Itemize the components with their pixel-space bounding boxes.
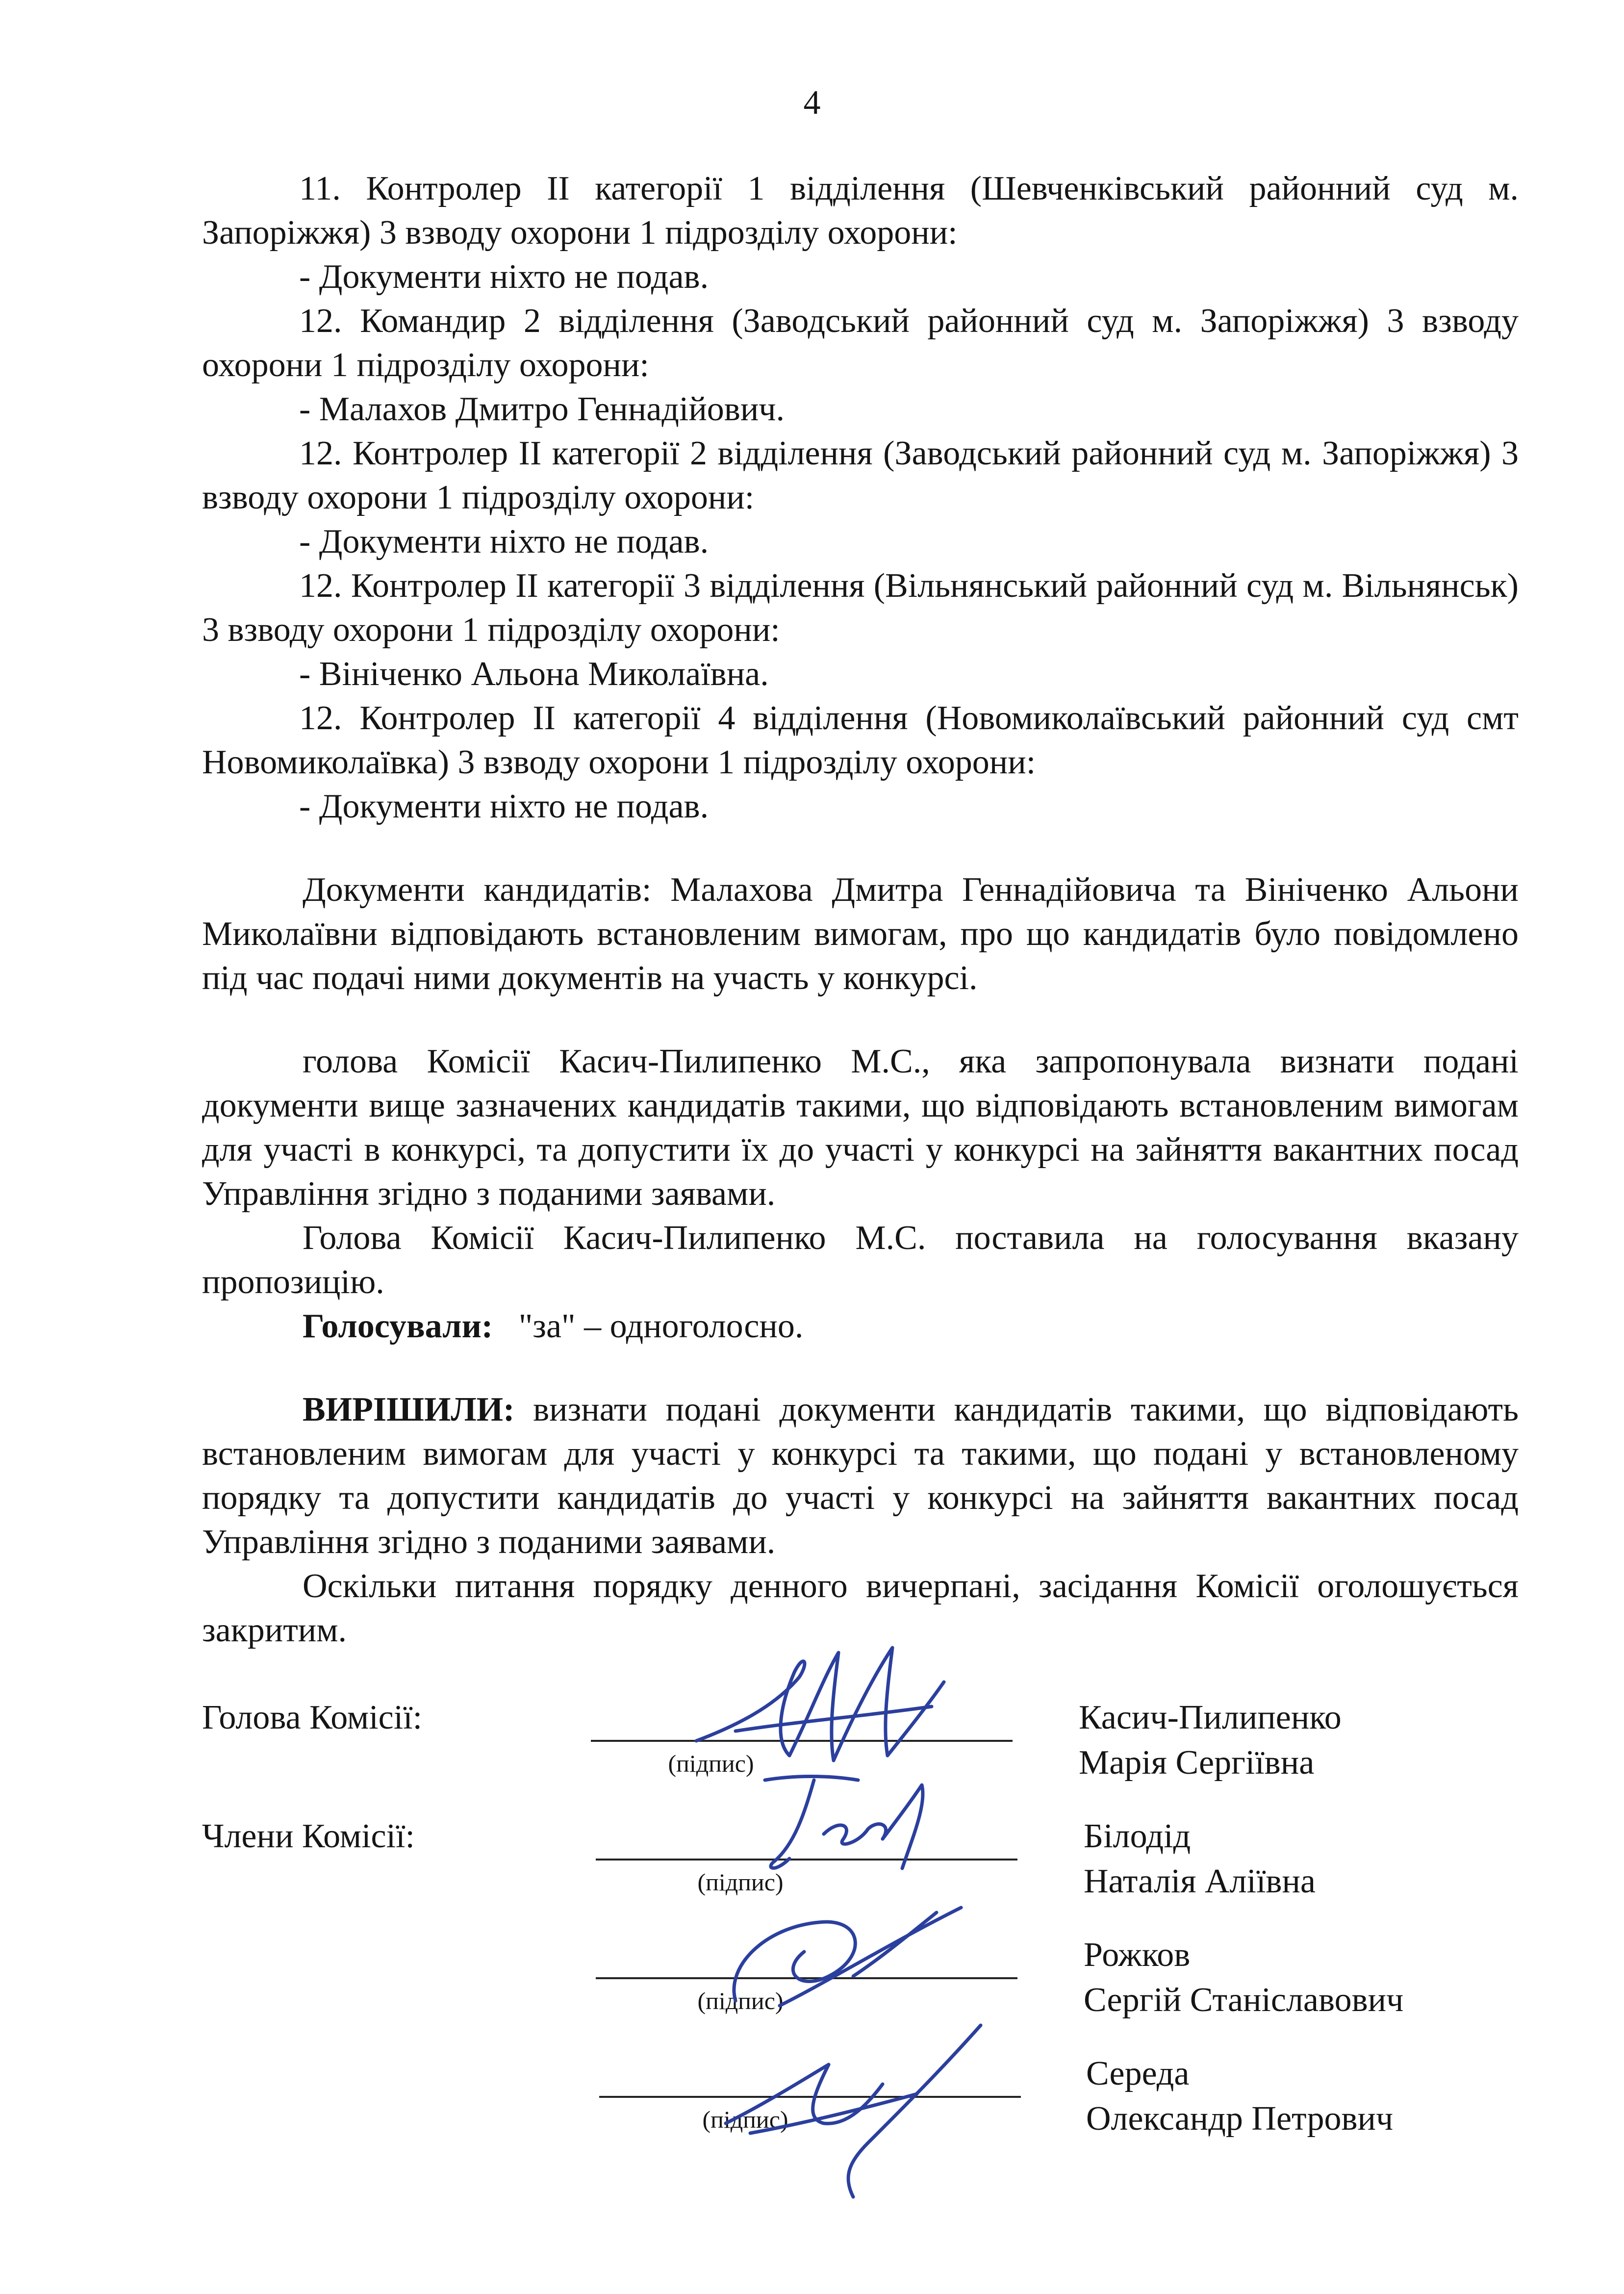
item-heading: 11. Контролер ІІ категорії 1 відділення (Шевченківський районний суд м. Запоріжжя) 3 взводу охорони 1 підрозділу охорони: [202, 170, 1519, 252]
chair-surname: Касич-Пилипенко [1079, 1699, 1342, 1736]
protocol-body [202, 167, 1519, 1653]
spacer [202, 829, 1519, 868]
signature-caption: (підпис) [697, 1868, 784, 1896]
chair-given-name: Марія Сергіївна [1079, 1744, 1315, 1782]
signature-caption: (підпис) [668, 1750, 754, 1777]
chair-signature-icon [677, 1633, 951, 1780]
member-signature-icon [745, 1760, 951, 1878]
item-heading: 12. Контролер ІІ категорії 4 відділення (Новомиколаївський районний суд смт Новомиколаївка) 3 взводу охорони 1 підрозділу охорони: [202, 699, 1519, 781]
member-given-name: Наталія Аліївна [1084, 1862, 1316, 1900]
signature-caption: (підпис) [697, 1987, 784, 2014]
decided-text: визнати подані документи кандидатів такими, що відповідають встановленим вимогам для участі у конкурсі та такими, що подані у встановленому порядку та допустити кандидатів до участі у конкурсі на зайняття вакантних посад Управління згідно з поданими заявами. [202, 1391, 1519, 1561]
item-heading: 12. Контролер ІІ категорії 3 відділення (Вільнянський районний суд м. Вільнянськ) 3 взводу охорони 1 підрозділу охорони: [202, 567, 1519, 649]
item-result: - Документи ніхто не подав. [299, 523, 709, 561]
voted-label: Голосували: [303, 1307, 493, 1345]
closing-paragraph: Оскільки питання порядку денного вичерпані, засідання Комісії оголошується закритим. [202, 1567, 1519, 1649]
chair-label: Голова Комісії: [202, 1699, 423, 1736]
documents-paragraph: Документи кандидатів: Малахова Дмитра Геннадійовича та Вініченко Альони Миколаївни відповідають встановленим вимогам, про що кандидатів було повідомлено під час подачі ними документів на участь у конкурсі. [202, 871, 1519, 997]
item-heading: 12. Контролер ІІ категорії 2 відділення (Заводський районний суд м. Запоріжжя) 3 взводу охорони 1 підрозділу охорони: [202, 434, 1519, 516]
member-surname: Білодід [1084, 1817, 1191, 1855]
page-number: 4 [803, 84, 821, 122]
item-heading: 12. Командир 2 відділення (Заводський районний суд м. Запоріжжя) 3 взводу охорони 1 підрозділу охорони: [202, 302, 1519, 384]
item-result: - Вініченко Альона Миколаївна. [299, 655, 769, 693]
member-signature-icon [706, 1888, 981, 2025]
decided-label: ВИРІШИЛИ: [303, 1391, 515, 1428]
spacer [202, 1349, 1519, 1388]
member-surname: Рожков [1084, 1936, 1191, 1974]
signature-caption: (підпис) [702, 2106, 788, 2133]
member-signature-icon [706, 2011, 1000, 2207]
vote-intro-paragraph: Голова Комісії Касич-Пилипенко М.С. поставила на голосування вказану пропозицію. [202, 1219, 1519, 1301]
spacer [202, 1000, 1519, 1040]
item-result: - Малахов Дмитро Геннадійович. [299, 390, 785, 428]
members-label: Члени Комісії: [202, 1817, 415, 1855]
member-surname: Середа [1086, 2055, 1190, 2092]
item-result: - Документи ніхто не подав. [299, 788, 709, 825]
proposal-paragraph: голова Комісії Касич-Пилипенко М.С., яка запропонувала визнати подані документи вище зазначених кандидатів такими, що відповідають встановленим вимогам для участі в конкурсі, та допустити їх до участі у конкурсі на зайняття вакантних посад Управління згідно з поданими заявами. [202, 1043, 1519, 1213]
vote-result-line [202, 1304, 1519, 1349]
member-given-name: Сергій Станіславович [1084, 1981, 1404, 2019]
voted-value: "за" – одноголосно. [518, 1307, 804, 1345]
decision-paragraph [202, 1388, 1519, 1564]
item-result: - Документи ніхто не подав. [299, 258, 709, 296]
member-given-name: Олександр Петрович [1086, 2100, 1394, 2138]
